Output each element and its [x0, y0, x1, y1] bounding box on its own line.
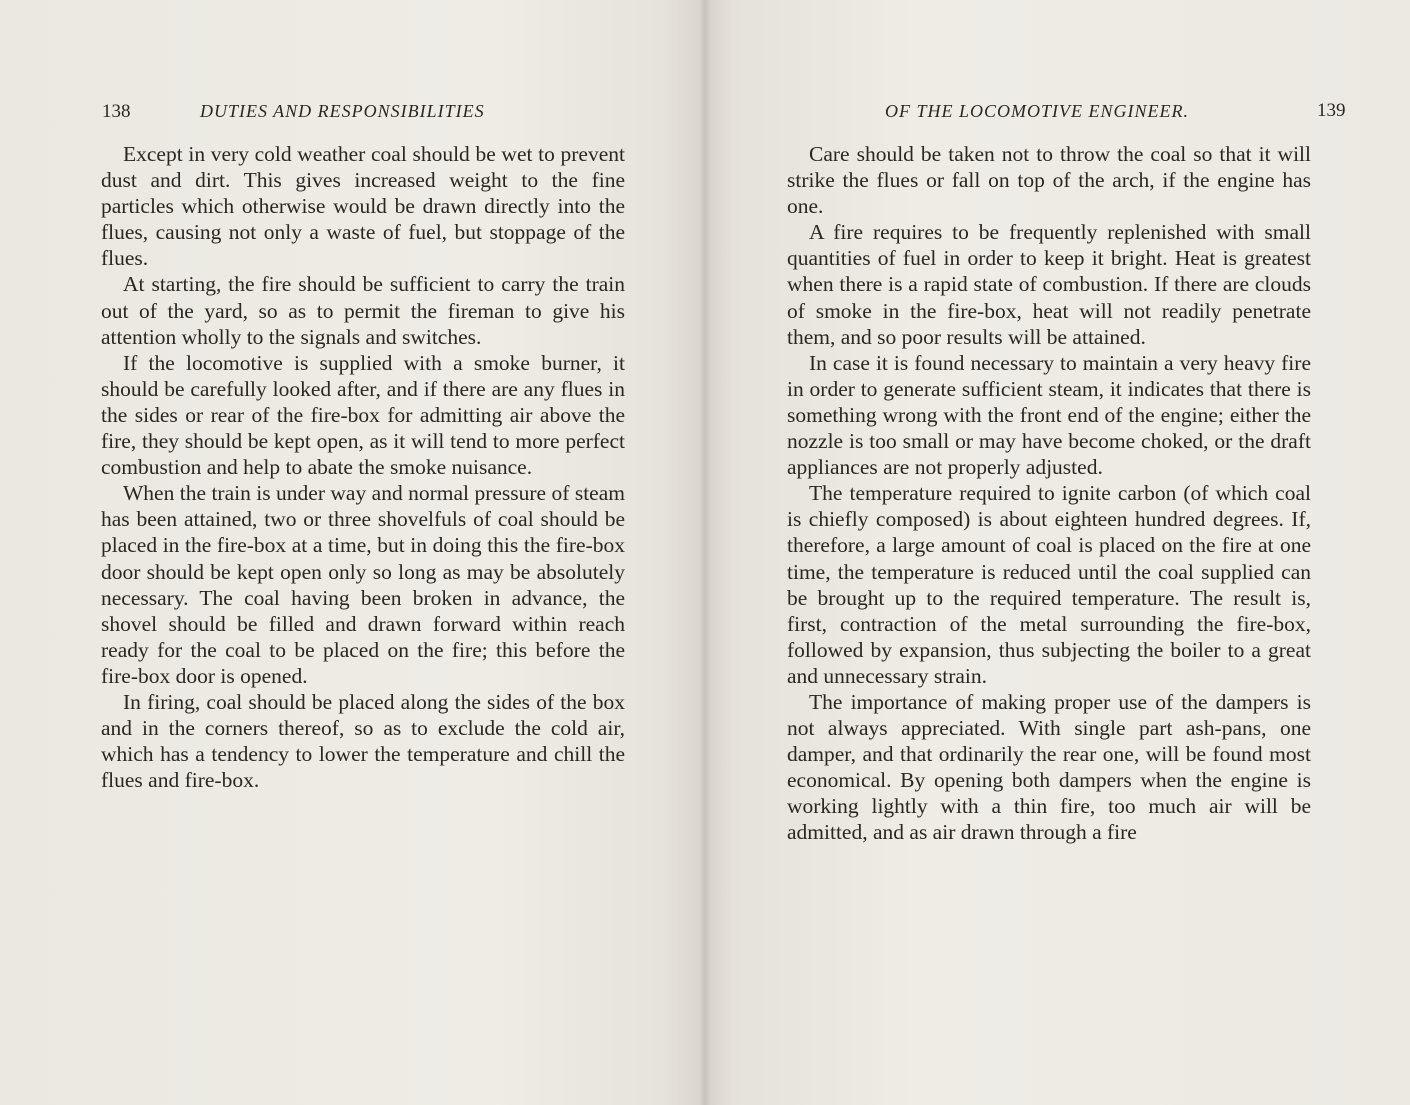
paragraph: In case it is found necessary to maintain a very heavy fire in order to generate sufficient steam, it indicates that there is something wrong with the front end of the engine; either the nozzle is too small or may have become choked, or the draft appliances are not properly adjusted. — [787, 350, 1311, 480]
page-number: 138 — [102, 101, 131, 122]
paragraph: In firing, coal should be placed along the sides of the box and in the corners thereof, so as to exclude the cold air, which has a tendency to lower the temperature and chill the flues and fire-box. — [101, 689, 625, 793]
paragraph: Care should be taken not to throw the coal so that it will strike the flues or fall on top of the arch, if the engine has one. — [787, 142, 1311, 219]
paragraph: At starting, the fire should be sufficient to carry the train out of the yard, so as to permit the fireman to give his attention wholly to the signals and switches. — [101, 272, 625, 349]
book-gutter — [700, 0, 710, 1105]
right-page-body — [787, 141, 1311, 846]
page-number: 139 — [1317, 100, 1346, 121]
paragraph: When the train is under way and normal pressure of steam has been attained, two or three shovelfuls of coal should be placed in the fire-box at a time, but in doing this the fire-box door should be kept open only so long as may be absolutely necessary. The coal having been broken in advance, the shovel should be filled and drawn forward within reach ready for the coal to be placed on the fire; this before the fire-box door is opened. — [101, 481, 625, 688]
paragraph: A fire requires to be frequently replenished with small quantities of fuel in order to keep it bright. Heat is greatest when there is a rapid state of combustion. If there are clouds of smoke in the fire-box, heat will not readily penetrate them, and so poor results will be attained. — [787, 220, 1311, 349]
paragraph: Except in very cold weather coal should be wet to prevent dust and dirt. This gives increased weight to the fine particles which otherwise would be drawn directly into the flues, causing not only a waste of fuel, but stoppage of the flues. — [101, 142, 625, 271]
right-page-header — [885, 98, 1410, 124]
paragraph: If the locomotive is supplied with a smoke burner, it should be carefully looked after, and if there are any flues in the sides or rear of the fire-box for admitting air above the fire, they should be kept open, as it will tend to more perfect combustion and help to abate the smoke nuisance. — [101, 350, 625, 480]
left-page-header — [102, 98, 642, 124]
running-head: DUTIES AND RESPONSIBILITIES — [200, 101, 485, 121]
left-page-body — [101, 141, 625, 793]
right-page — [705, 0, 1410, 1105]
running-head: OF THE LOCOMOTIVE ENGINEER. — [885, 101, 1189, 121]
paragraph: The importance of making proper use of the dampers is not always appreciated. With single part ash-pans, one damper, and that ordinarily the rear one, will be found most economical. By opening both dampers when the engine is working lightly with a thin fire, too much air will be admitted, and as air drawn through a fire — [787, 689, 1311, 845]
paragraph: The temperature required to ignite carbon (of which coal is chiefly composed) is about eighteen hundred degrees. If, therefore, a large amount of coal is placed on the fire at one time, the temperature is reduced until the coal supplied can be brought up to the required temperature. The result is, first, contraction of the metal surrounding the fire-box, followed by expansion, thus subjecting the boiler to a great and unnecessary strain. — [787, 481, 1311, 688]
